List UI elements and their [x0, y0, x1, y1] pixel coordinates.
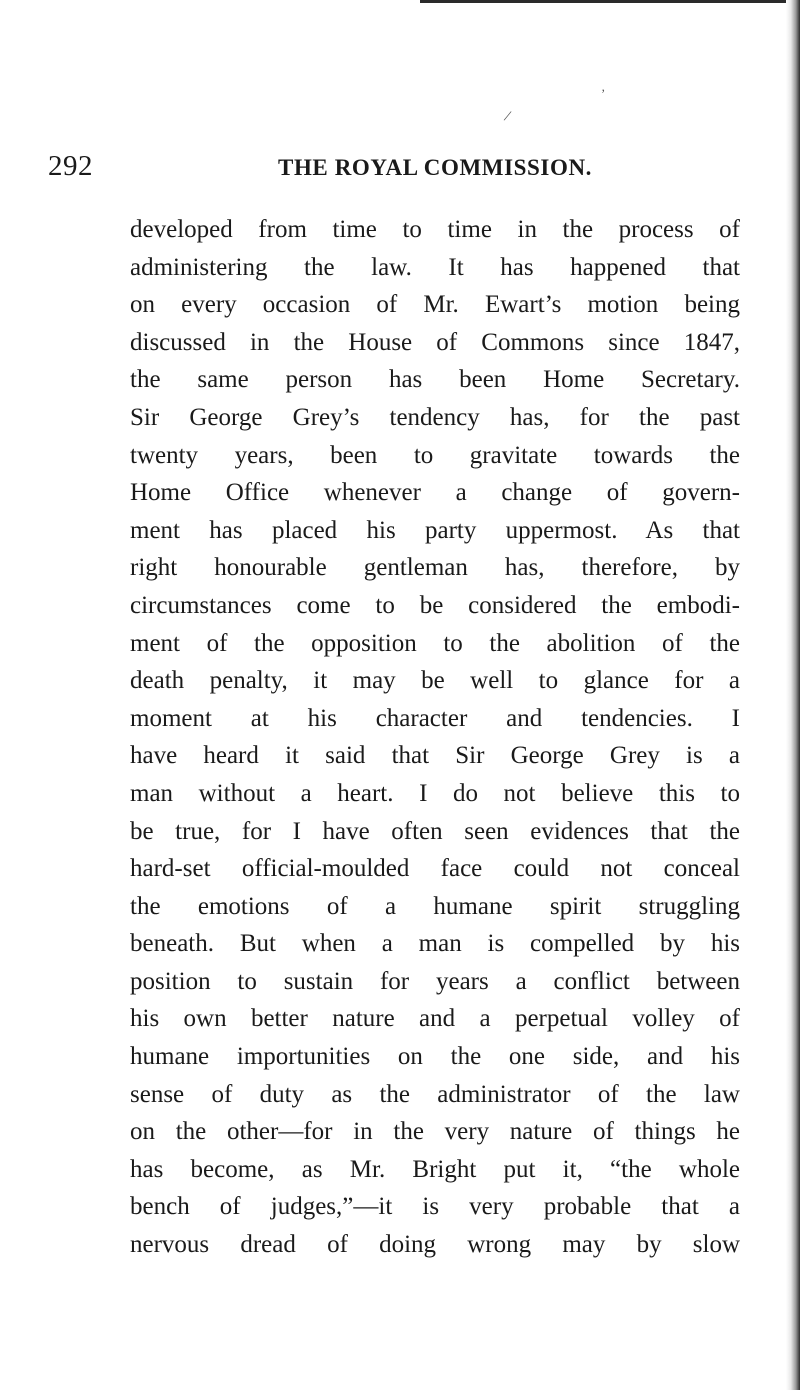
text-line: hard-set official-moulded face could not conceal — [130, 855, 740, 883]
text-line: twenty years, been to gravitate towards the — [130, 441, 740, 469]
text-line: his own better nature and a perpetual volley of — [130, 1005, 740, 1033]
text-line: Sir George Grey’s tendency has, for the past — [130, 403, 740, 431]
text-line: position to sustain for years a conflict between — [130, 967, 740, 995]
stray-mark: / — [502, 107, 513, 126]
text-line: nervous dread of doing wrong may by slow — [130, 1231, 740, 1259]
text-line: the same person has been Home Secretary. — [130, 366, 740, 394]
text-line: sense of duty as the administrator of the law — [130, 1080, 740, 1108]
text-line: Home Office whenever a change of govern- — [130, 479, 740, 507]
text-line: death penalty, it may be well to glance for a — [130, 667, 740, 695]
text-line: ment of the opposition to the abolition of the — [130, 629, 740, 657]
text-line: administering the law. It has happened that — [130, 253, 740, 281]
text-line: beneath. But when a man is compelled by his — [130, 930, 740, 958]
body-text — [130, 211, 740, 1264]
text-line: on every occasion of Mr. Ewart’s motion being — [130, 291, 740, 319]
text-line: has become, as Mr. Bright put it, “the whole — [130, 1155, 740, 1183]
stray-mark: ’ — [601, 86, 606, 101]
text-line: discussed in the House of Commons since 1847, — [130, 328, 740, 356]
text-line: the emotions of a humane spirit struggling — [130, 892, 740, 920]
text-line: bench of judges,”—it is very probable that a — [130, 1193, 740, 1221]
text-line: be true, for I have often seen evidences that the — [130, 817, 740, 845]
page-header — [48, 150, 748, 194]
text-line: humane importunities on the one side, and his — [130, 1043, 740, 1071]
running-head: THE ROYAL COMMISSION. — [278, 155, 593, 180]
text-line: on the other—for in the very nature of things he — [130, 1118, 740, 1146]
page-top-edge — [420, 0, 800, 3]
text-line: have heard it said that Sir George Grey is a — [130, 742, 740, 770]
page-right-edge-shadow — [786, 0, 800, 1390]
text-line: right honourable gentleman has, therefore, by — [130, 554, 740, 582]
text-line: ment has placed his party uppermost. As that — [130, 516, 740, 544]
page-number: 292 — [48, 150, 93, 182]
text-line: moment at his character and tendencies. I — [130, 704, 740, 732]
text-line: man without a heart. I do not believe this to — [130, 779, 740, 807]
text-line: circumstances come to be considered the embodi- — [130, 591, 740, 619]
text-line: developed from time to time in the process of — [130, 216, 740, 243]
